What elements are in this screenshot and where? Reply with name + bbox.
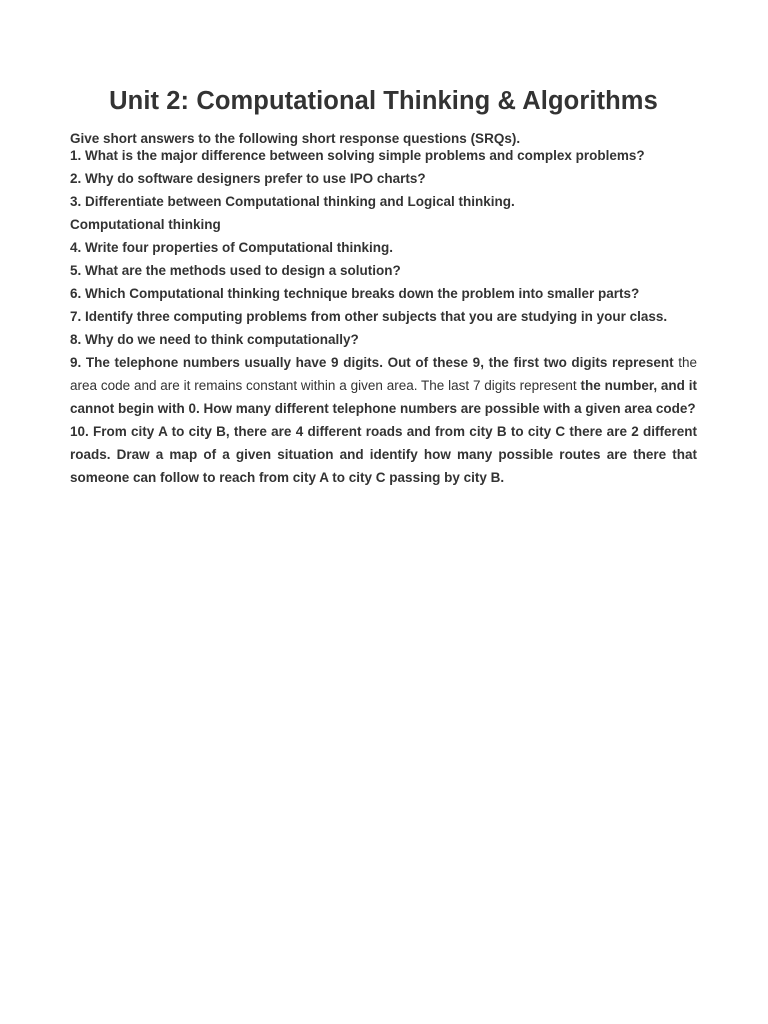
question-9-part-1: 9. The telephone numbers usually have 9 digits. Out of these 9, the first two digits represent (70, 355, 674, 370)
question-7: 7. Identify three computing problems from other subjects that you are studying in your class. (70, 309, 668, 324)
question-9-part-2: the area code and are it remains constant within a given area. The last 7 digits represent (70, 355, 697, 393)
question-10 (70, 420, 697, 489)
question-8: 8. Why do we need to think computationally? (70, 332, 359, 347)
question-9 (70, 351, 697, 420)
instructions-text: Give short answers to the following short response questions (SRQs). (70, 131, 521, 146)
page-title: Unit 2: Computational Thinking & Algorithms (109, 87, 658, 115)
question-4: 4. Write four properties of Computational thinking. (70, 240, 394, 255)
question-3: 3. Differentiate between Computational thinking and Logical thinking. (70, 194, 515, 209)
document-page (70, 84, 697, 489)
question-1: 1. What is the major difference between solving simple problems and complex problems? (70, 148, 645, 163)
question-5: 5. What are the methods used to design a solution? (70, 263, 401, 278)
question-6: 6. Which Computational thinking technique breaks down the problem into smaller parts? (70, 286, 640, 301)
question-10-text: 10. From city A to city B, there are 4 different roads and from city B to city C there are 2 different roads. Draw a map of a given situation and identify how many possible routes are there that someone can follow to reach from city A to city C passing by city B. (70, 424, 697, 485)
section-subheading: Computational thinking (70, 217, 221, 232)
question-2: 2. Why do software designers prefer to use IPO charts? (70, 171, 426, 186)
question-9-part-3: the number, and it cannot begin with 0. How many different telephone numbers are possible with a given area code? (70, 378, 697, 416)
